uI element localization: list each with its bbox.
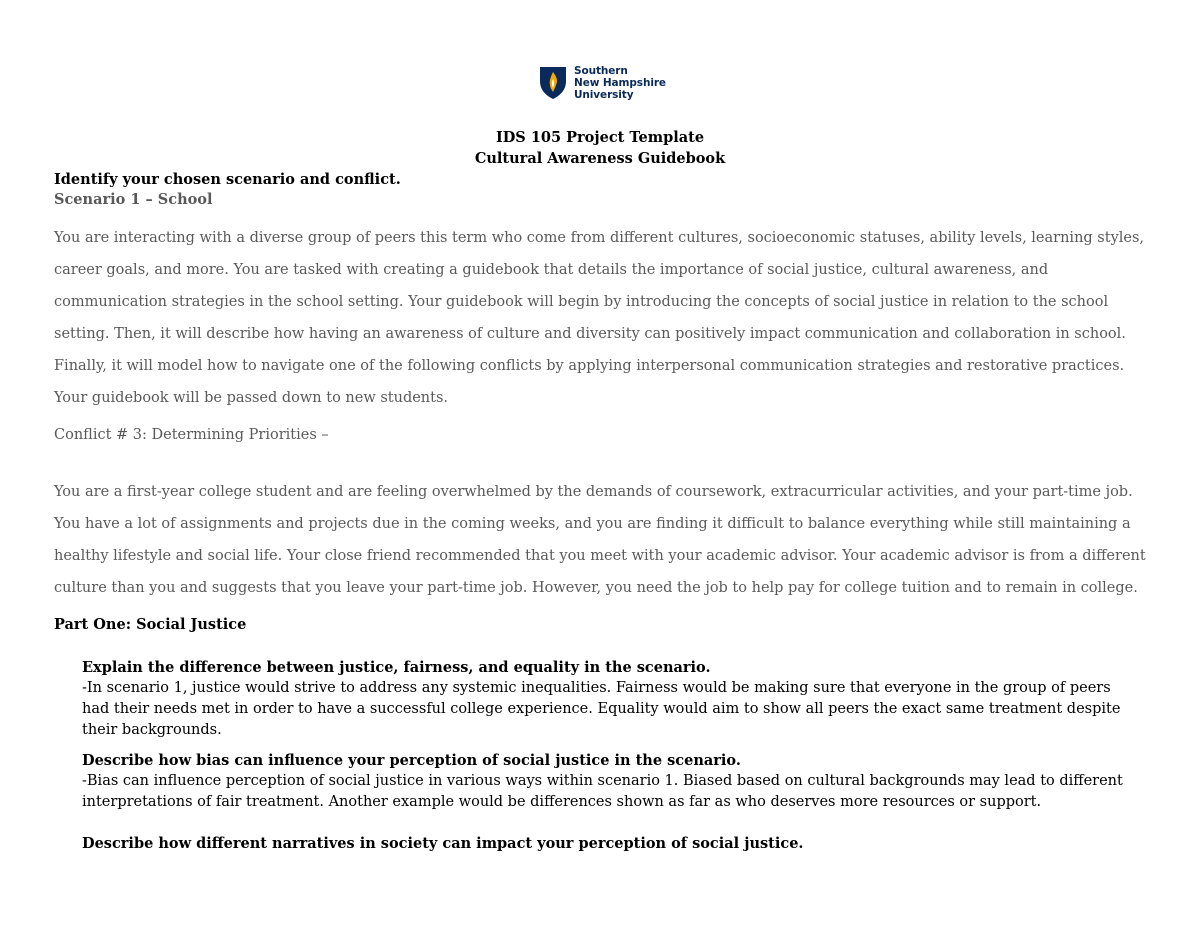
document-title: IDS 105 Project Template (495, 129, 705, 146)
shield-icon (539, 66, 567, 100)
logo-line-1: Southern (574, 65, 628, 77)
conflict-heading: Conflict # 3: Determining Priorities – (54, 427, 329, 443)
logo-wordmark (574, 65, 666, 101)
answer-1: -In scenario 1, justice would strive to address any systemic inequalities. Fairness would be making sure that everyone in the group of peers had their needs met in order to have a successful college experience. Equality would aim to show all peers the exact same treatment despite their backgrounds. (82, 680, 1121, 738)
part-one-heading: Part One: Social Justice (54, 616, 247, 633)
identify-prompt: Identify your chosen scenario and conflict. (54, 171, 401, 188)
snhu-logo (539, 65, 666, 101)
scenario-paragraph: You are interacting with a diverse group of peers this term who come from different cultures, socioeconomic statuses, ability levels, learning styles, career goals, and more. You are tasked with creating a guidebook that details the importance of social justice, cultural awareness, and communication strategies in the school setting. Your guidebook will begin by introducing the concepts of social justice in relation to the school setting. Then, it will describe how having an awareness of culture and diversity can positively impact communication and collaboration in school. Finally, it will model how to navigate one of the following conflicts by applying interpersonal communication strategies and restorative practices. Your guidebook will be passed down to new students. (54, 230, 1145, 406)
question-3: Describe how different narratives in society can impact your perception of social justice. (82, 835, 804, 852)
question-2: Describe how bias can influence your perception of social justice in the scenario. (82, 752, 741, 769)
question-1: Explain the difference between justice, fairness, and equality in the scenario. (82, 659, 711, 676)
logo-line-2: New Hampshire (574, 77, 666, 89)
answer-2: -Bias can influence perception of social justice in various ways within scenario 1. Biased based on cultural backgrounds may lead to different interpretations of fair treatment. Another example would be differences shown as far as who deserves more resources or support. (82, 773, 1123, 810)
document-subtitle: Cultural Awareness Guidebook (474, 150, 726, 167)
logo-line-3: University (574, 89, 634, 101)
conflict-paragraph: You are a first-year college student and are feeling overwhelmed by the demands of coursework, extracurricular activities, and your part-time job. You have a lot of assignments and projects due in the coming weeks, and you are finding it difficult to balance everything while still maintaining a healthy lifestyle and social life. Your close friend recommended that you meet with your academic advisor. Your academic advisor is from a different culture than you and suggests that you leave your part-time job. However, you need the job to help pay for college tuition and to remain in college. (54, 484, 1146, 596)
scenario-heading: Scenario 1 – School (54, 191, 213, 208)
